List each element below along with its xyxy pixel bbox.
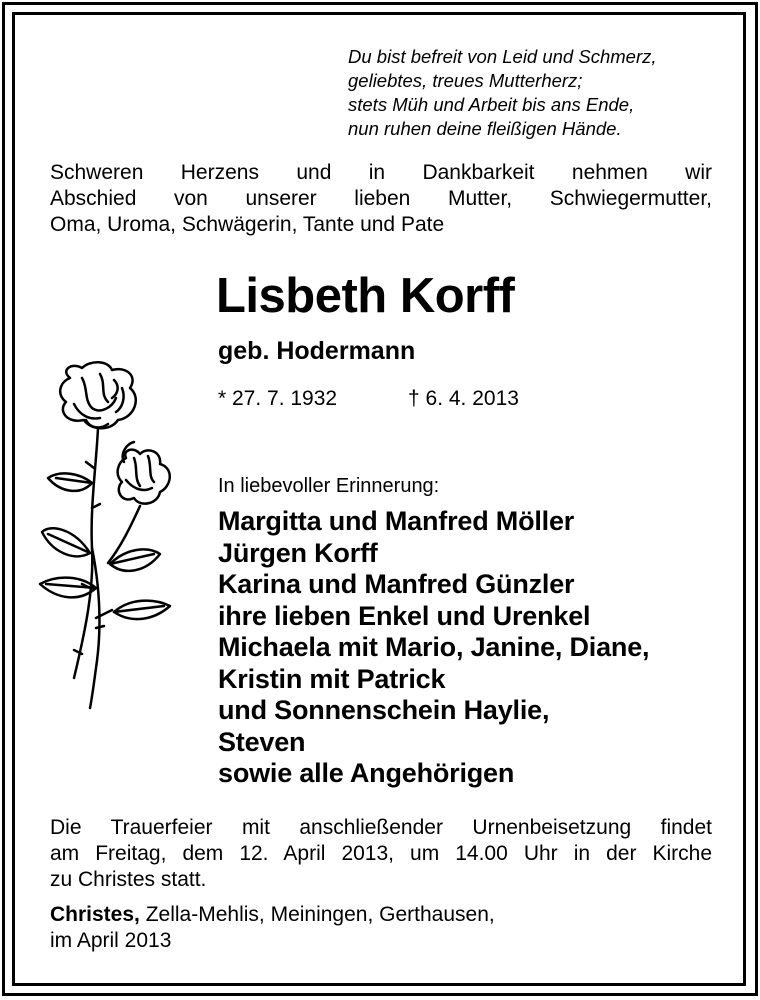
- mourners-list: [218, 506, 649, 790]
- birth-date: * 27. 7. 1932: [218, 387, 338, 410]
- mourner-line: Jürgen Korff: [218, 537, 378, 568]
- poem-line: geliebtes, treues Mutterherz;: [348, 70, 583, 91]
- mourner-line: Kristin mit Patrick: [218, 663, 446, 694]
- place-line: [50, 902, 495, 928]
- intro-text: [50, 160, 712, 238]
- mourner-line: und Sonnenschein Haylie,: [218, 695, 550, 725]
- funeral-info: [50, 815, 712, 893]
- mourner-line: ihre lieben Enkel und Urenkel: [218, 600, 591, 631]
- maiden-name: geb. Hodermann: [218, 337, 416, 365]
- place-date: [50, 902, 495, 954]
- rose-icon: [30, 358, 195, 718]
- funeral-line: am Freitag, dem 12. April 2013, um 14.00 Uhr in der Kirche: [50, 842, 712, 865]
- mourner-line: Margitta und Manfred Möller: [218, 506, 575, 536]
- poem-line: nun ruhen deine fleißigen Hände.: [348, 118, 622, 139]
- funeral-line: Die Trauerfeier mit anschließender Urnenbeisetzung findet: [50, 816, 712, 839]
- poem-line: Du bist befreit von Leid und Schmerz,: [348, 46, 657, 67]
- funeral-line: zu Christes statt.: [50, 868, 207, 891]
- death-date: † 6. 4. 2013: [408, 387, 519, 410]
- intro-line: Schweren Herzens und in Dankbarkeit nehmen wir: [50, 161, 712, 184]
- intro-line: Abschied von unserer lieben Mutter, Schwiegermutter,: [50, 187, 712, 210]
- mourner-line: sowie alle Angehörigen: [218, 758, 515, 788]
- date-line: im April 2013: [50, 929, 172, 952]
- poem: [348, 45, 708, 141]
- mourner-line: Steven: [218, 726, 306, 757]
- memory-label: In liebevoller Erinnerung:: [218, 475, 440, 497]
- poem-line: stets Müh und Arbeit bis ans Ende,: [348, 94, 635, 115]
- deceased-name: Lisbeth Korff: [216, 269, 515, 323]
- intro-line: Oma, Uroma, Schwägerin, Tante und Pate: [50, 213, 445, 236]
- mourner-line: Karina und Manfred Günzler: [218, 569, 575, 599]
- mourner-line: Michaela mit Mario, Janine, Diane,: [218, 632, 650, 662]
- place-others: Zella-Mehlis, Meiningen, Gerthausen,: [139, 903, 495, 926]
- place-town: Christes,: [50, 903, 140, 926]
